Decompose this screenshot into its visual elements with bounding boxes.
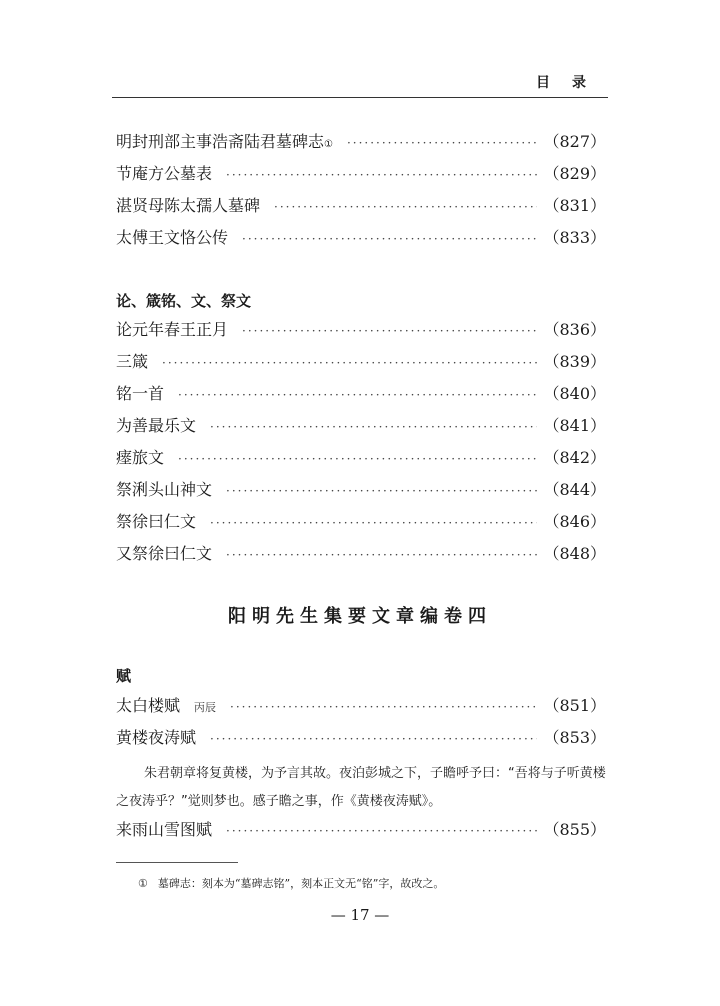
toc-entry-page: （848）	[543, 544, 606, 563]
toc-entry-page: （844）	[543, 480, 606, 499]
dot-leader	[210, 415, 537, 439]
toc-entry[interactable]	[116, 194, 606, 218]
toc-entry[interactable]: 明封刑部主事浩斋陆君墓碑志 ① ····· （827）	[116, 130, 606, 154]
toc-entry-page: （829）	[543, 164, 606, 183]
toc-entry-page: （851）	[543, 696, 606, 715]
footnote-marker: ①	[138, 877, 148, 890]
toc-entry-date-note: 丙辰	[194, 701, 217, 714]
dot-leader	[226, 163, 537, 187]
toc-entry-page: （833）	[543, 228, 606, 247]
section-heading: 论、箴铭、文、祭文	[116, 292, 252, 310]
toc-entry[interactable]	[116, 446, 606, 470]
toc-entry[interactable]	[116, 818, 606, 842]
dot-leader	[178, 383, 537, 407]
toc-entry-page: （831）	[543, 196, 606, 215]
toc-entry-title: 太傅王文恪公传	[116, 228, 229, 247]
toc-entry-title: 湛贤母陈太孺人墓碑	[116, 196, 261, 215]
dot-leader	[226, 543, 537, 567]
dot-leader	[210, 727, 537, 751]
dot-leader	[162, 351, 537, 375]
toc-entry-title: 太白楼赋	[116, 696, 181, 715]
toc-entry[interactable]	[116, 318, 606, 342]
toc-entry[interactable]	[116, 350, 606, 374]
toc-entry-title: 节庵方公墓表	[116, 164, 213, 183]
toc-entry-page: （842）	[543, 448, 606, 467]
toc-entry[interactable]	[116, 382, 606, 406]
toc-entry[interactable]	[116, 162, 606, 186]
toc-entry-page: （855）	[543, 820, 606, 839]
toc-entry[interactable]	[116, 478, 606, 502]
toc-entry-title: 为善最乐文	[116, 416, 197, 435]
dot-leader	[178, 447, 537, 471]
footnote-text: 墓碑志：刻本为“墓碑志铭”，刻本正文无“铭”字，故改之。	[157, 877, 445, 890]
toc-entry-page: （841）	[543, 416, 606, 435]
toc-entry[interactable]	[116, 694, 606, 718]
header-rule	[112, 97, 608, 98]
toc-entry-title: 论元年春王正月	[116, 320, 229, 339]
toc-entry[interactable]	[116, 414, 606, 438]
dot-leader	[242, 227, 537, 251]
toc-entry-page: （853）	[543, 728, 606, 747]
entry-summary: 朱君朝章将复黄楼，为予言其故。夜泊彭城之下，子瞻呼予曰：“吾将与子听黄楼之夜涛乎？”觉则梦也。感子瞻之事，作《黄楼夜涛赋》。	[116, 766, 606, 809]
section-heading: 赋	[116, 667, 132, 685]
toc-entry-title: 瘗旅文	[116, 448, 165, 467]
running-head: 目录	[536, 75, 608, 91]
toc-entry-page: （840）	[543, 384, 606, 403]
footnote-rule	[116, 862, 238, 863]
dot-leader	[210, 511, 537, 535]
dot-leader	[242, 319, 537, 343]
toc-entry[interactable]	[116, 542, 606, 566]
toc-entry-page: （839）	[543, 352, 606, 371]
toc-entry-title: 又祭徐曰仁文	[116, 544, 213, 563]
toc-entry-title: 明封刑部主事浩斋陆君墓碑志	[116, 132, 325, 151]
toc-entry-page: （836）	[543, 320, 606, 339]
dot-leader	[230, 695, 537, 719]
toc-entry-title: 黄楼夜涛赋	[116, 728, 197, 747]
toc-entry-title: 祭徐曰仁文	[116, 512, 197, 531]
toc-entry-title: 来雨山雪图赋	[116, 820, 213, 839]
dot-leader	[274, 195, 537, 219]
toc-entry-page: （846）	[543, 512, 606, 531]
toc-entry[interactable]	[116, 726, 606, 750]
footnote	[138, 876, 444, 892]
toc-entry-title: 祭浰头山神文	[116, 480, 213, 499]
toc-entry-title: 铭一首	[116, 384, 165, 403]
dot-leader	[347, 131, 537, 155]
toc-entry-page: （827）	[543, 132, 606, 151]
toc-entry[interactable]	[116, 226, 606, 250]
page-number: — 17 —	[330, 906, 390, 924]
dot-leader	[226, 479, 537, 503]
volume-title: 阳明先生集要文章编卷四	[228, 606, 492, 627]
toc-entry-title: 三箴	[116, 352, 149, 371]
toc-entry[interactable]	[116, 510, 606, 534]
dot-leader	[226, 819, 537, 843]
